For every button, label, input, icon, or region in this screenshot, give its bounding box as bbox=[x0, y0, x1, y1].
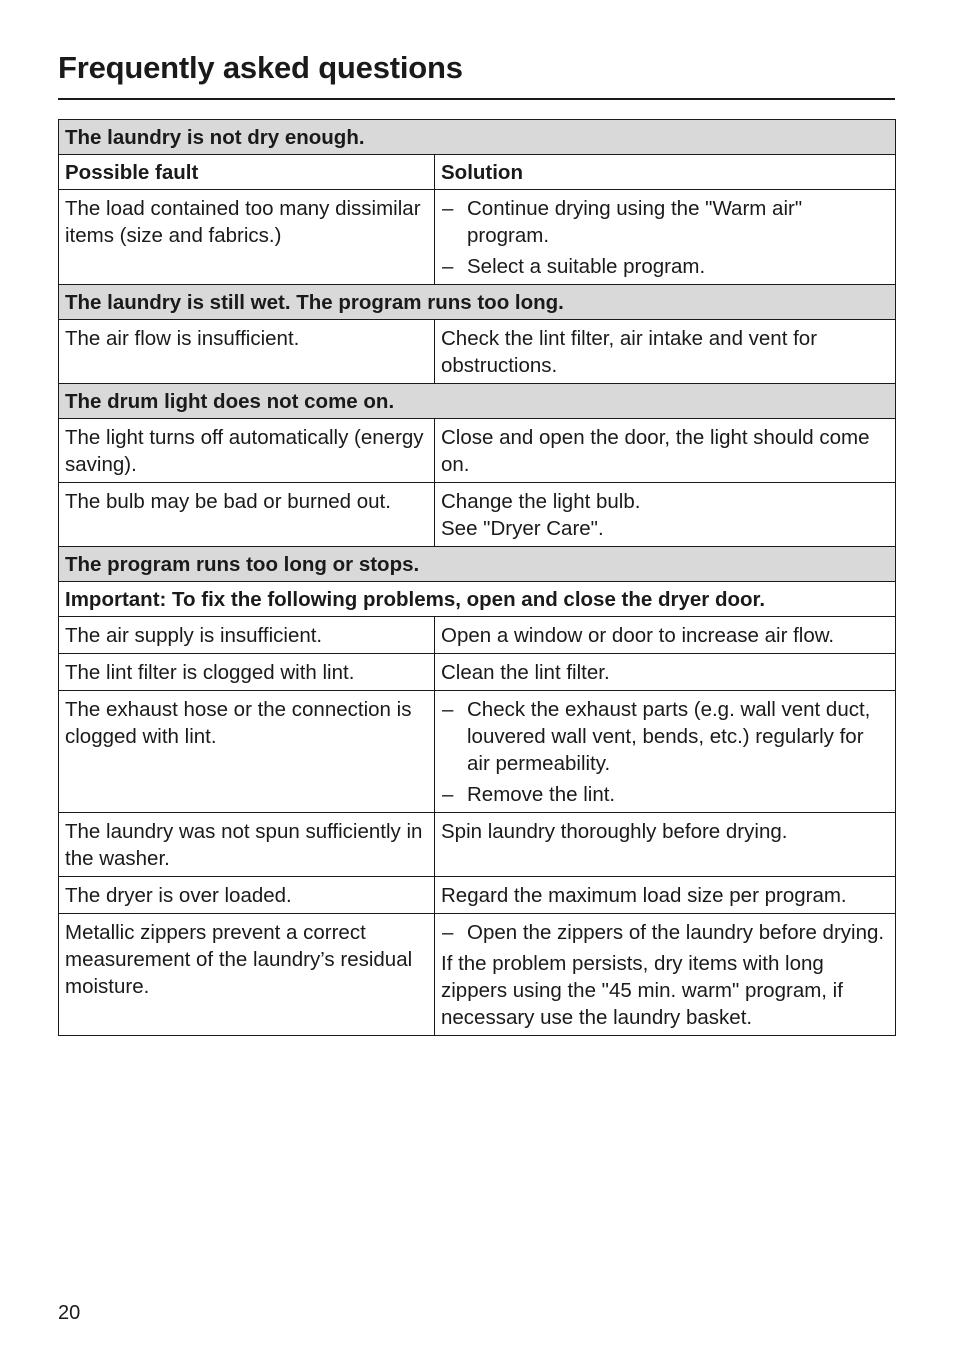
solution-list bbox=[441, 696, 889, 808]
table-row bbox=[59, 914, 896, 1036]
section-heading-row bbox=[59, 547, 896, 582]
section-heading: The program runs too long or stops. bbox=[59, 547, 896, 582]
solution-list-item: – Remove the lint. bbox=[441, 781, 889, 808]
fault-cell: The load contained too many dissimilar items (size and fabrics.) bbox=[59, 190, 435, 285]
solution-cell: Open a window or door to increase air flow. bbox=[435, 617, 896, 654]
section-heading: The laundry is still wet. The program runs too long. bbox=[59, 285, 896, 320]
solution-cell bbox=[435, 483, 896, 547]
table-row bbox=[59, 877, 896, 914]
column-header-solution: Solution bbox=[435, 155, 896, 190]
solution-line: See "Dryer Care". bbox=[441, 517, 604, 540]
table-row bbox=[59, 813, 896, 877]
fault-cell: The air flow is insufficient. bbox=[59, 320, 435, 384]
solution-cell: Regard the maximum load size per program. bbox=[435, 877, 896, 914]
faq-table bbox=[58, 119, 896, 1036]
solution-cell bbox=[435, 190, 896, 285]
column-header-fault: Possible fault bbox=[59, 155, 435, 190]
table-row bbox=[59, 483, 896, 547]
solution-list-item: – Continue drying using the "Warm air" program. bbox=[441, 195, 889, 249]
table-row bbox=[59, 617, 896, 654]
solution-list bbox=[441, 195, 889, 280]
table-row bbox=[59, 419, 896, 483]
solution-list-item: – Open the zippers of the laundry before drying. bbox=[441, 919, 889, 946]
fault-cell: Metallic zippers prevent a correct measurement of the laundry’s residual moisture. bbox=[59, 914, 435, 1036]
fault-cell: The air supply is insufficient. bbox=[59, 617, 435, 654]
fault-cell: The laundry was not spun sufficiently in the washer. bbox=[59, 813, 435, 877]
fault-cell: The light turns off automatically (energy saving). bbox=[59, 419, 435, 483]
solution-note: If the problem persists, dry items with long zippers using the "45 min. warm" program, if necessary use the laundry basket. bbox=[441, 952, 843, 1029]
page-number: 20 bbox=[58, 1302, 81, 1324]
solution-cell: Close and open the door, the light should come on. bbox=[435, 419, 896, 483]
section-heading-row bbox=[59, 384, 896, 419]
table-row bbox=[59, 691, 896, 813]
fault-cell: The exhaust hose or the connection is clogged with lint. bbox=[59, 691, 435, 813]
section-heading-row bbox=[59, 285, 896, 320]
section-heading-row bbox=[59, 120, 896, 155]
page-title: Frequently asked questions bbox=[58, 50, 463, 85]
fault-cell: The lint filter is clogged with lint. bbox=[59, 654, 435, 691]
solution-cell: Clean the lint filter. bbox=[435, 654, 896, 691]
table-row bbox=[59, 320, 896, 384]
table-row bbox=[59, 190, 896, 285]
fault-cell: The bulb may be bad or burned out. bbox=[59, 483, 435, 547]
section-heading: The laundry is not dry enough. bbox=[59, 120, 896, 155]
section-heading: The drum light does not come on. bbox=[59, 384, 896, 419]
solution-list bbox=[441, 919, 889, 946]
solution-cell: Check the lint filter, air intake and vent for obstructions. bbox=[435, 320, 896, 384]
solution-cell bbox=[435, 914, 896, 1036]
table-row bbox=[59, 654, 896, 691]
column-header-row bbox=[59, 155, 896, 190]
title-divider bbox=[58, 98, 895, 100]
solution-list-item: – Select a suitable program. bbox=[441, 253, 889, 280]
solution-cell: Spin laundry thoroughly before drying. bbox=[435, 813, 896, 877]
important-note-row bbox=[59, 582, 896, 617]
solution-line: Change the light bulb. bbox=[441, 490, 641, 513]
important-note: Important: To fix the following problems, open and close the dryer door. bbox=[59, 582, 896, 617]
fault-cell: The dryer is over loaded. bbox=[59, 877, 435, 914]
solution-cell bbox=[435, 691, 896, 813]
solution-list-item: – Check the exhaust parts (e.g. wall vent duct, louvered wall vent, bends, etc.) regularly for air permeability. bbox=[441, 696, 889, 777]
